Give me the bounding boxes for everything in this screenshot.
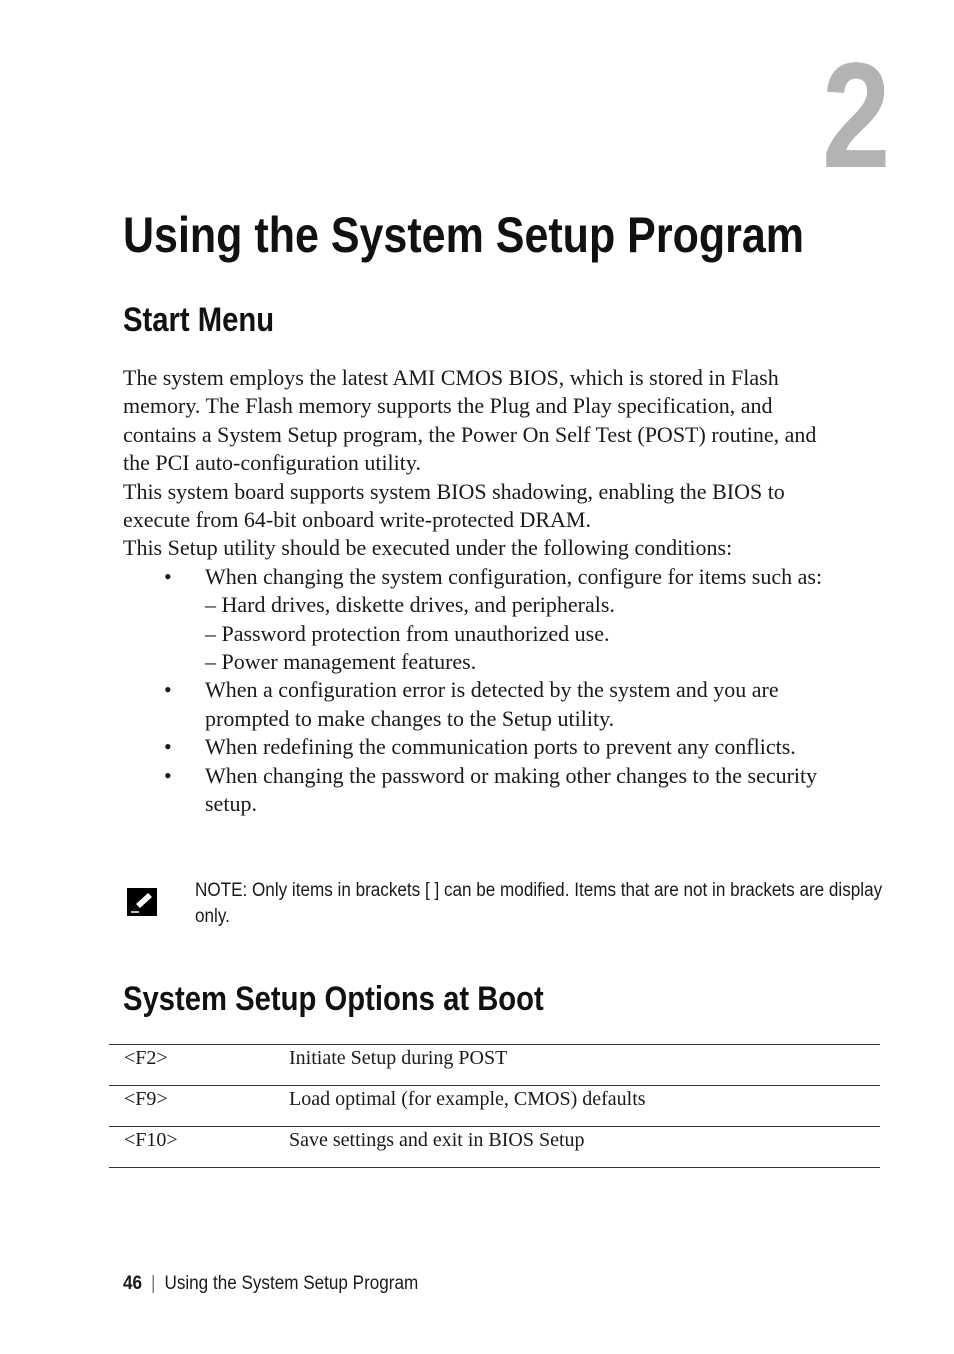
sub-item: – Power management features. (205, 649, 477, 675)
start-menu-body (123, 364, 843, 819)
sub-item: – Password protection from unauthorized use. (205, 620, 610, 646)
paragraph-conditions: This Setup utility should be executed under the following conditions: (123, 535, 733, 561)
boot-keys-table (109, 1044, 880, 1168)
key-cell: <F10> (109, 1127, 289, 1168)
action-cell: Load optimal (for example, CMOS) defaults (289, 1086, 880, 1127)
footer-title: Using the System Setup Program (164, 1273, 419, 1294)
footer-separator: | (151, 1273, 156, 1294)
note-pencil-icon (127, 888, 157, 916)
list-item-text: When a configuration error is detected by the system and you are prompted to make changes to the Setup utility. (205, 677, 779, 731)
list-item (123, 563, 837, 677)
bullet-icon: • (164, 762, 172, 788)
bullet-icon: • (164, 734, 172, 760)
note-text (195, 878, 888, 930)
key-cell: <F2> (109, 1045, 289, 1086)
boot-options-heading: System Setup Options at Boot (123, 980, 544, 1018)
bullet-icon: • (164, 563, 172, 589)
page-footer (123, 1272, 418, 1296)
note-label: NOTE: (195, 880, 248, 901)
chapter-number: 2 (821, 31, 890, 199)
paragraph-bios-shadowing: This system board supports system BIOS shadowing, enabling the BIOS to execute from 64-bit onboard write-protected DRAM. (123, 478, 785, 533)
sub-item: – Hard drives, diskette drives, and peripherals. (205, 592, 615, 618)
list-item-text: When changing the password or making other changes to the security setup. (205, 762, 818, 817)
note-body: Only items in brackets [ ] can be modified. Items that are not in brackets are display only. (195, 880, 883, 927)
list-item-text: When redefining the communication ports to prevent any conflicts. (205, 734, 796, 760)
chapter-title: Using the System Setup Program (123, 207, 804, 263)
paragraph-flash-bios: The system employs the latest AMI CMOS BIOS, which is stored in Flash memory. The Flash memory supports the Plug and Play specification, and contains a System Setup program, the Power On Self Test (POST) routine, and the PCI auto-configuration utility. (123, 365, 817, 476)
list-item (123, 733, 837, 761)
key-cell: <F9> (109, 1086, 289, 1127)
conditions-list (123, 563, 843, 819)
bullet-icon: • (164, 677, 172, 703)
page-number: 46 (123, 1273, 143, 1294)
list-item-text: When changing the system configuration, configure for items such as: (205, 563, 823, 589)
list-item (123, 676, 837, 733)
table-row (109, 1045, 880, 1086)
list-item (123, 762, 837, 819)
action-cell: Save settings and exit in BIOS Setup (289, 1127, 880, 1168)
table-row (109, 1086, 880, 1127)
start-menu-heading: Start Menu (123, 301, 275, 339)
table-row (109, 1127, 880, 1168)
action-cell: Initiate Setup during POST (289, 1045, 880, 1086)
